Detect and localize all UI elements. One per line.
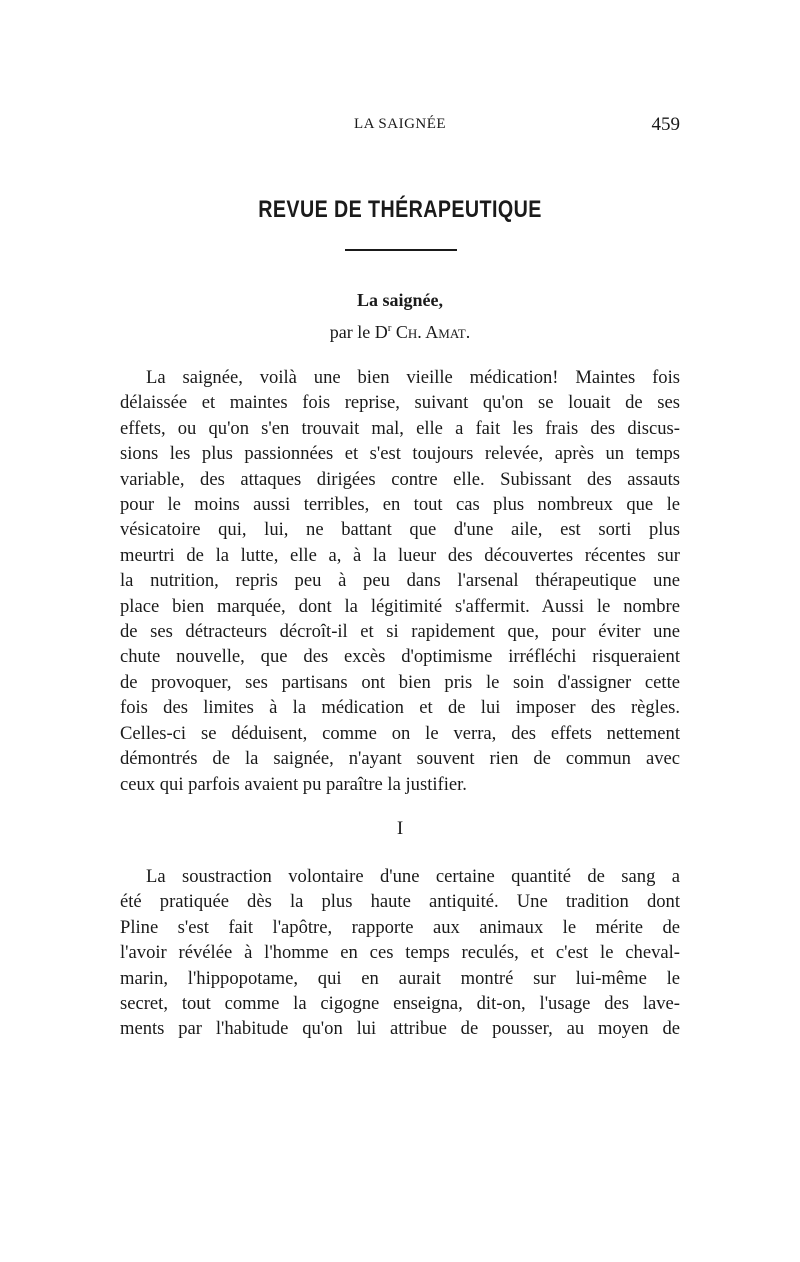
- text-line: de ses détracteurs décroît-il et si rapidement que, pour éviter une: [120, 621, 680, 643]
- running-header: [120, 116, 680, 140]
- running-title: LA SAIGNÉE: [354, 116, 447, 132]
- text-line: place bien marquée, dont la légitimité s'affermit. Aussi le nombre: [120, 595, 680, 617]
- text-line: chute nouvelle, que des excès d'optimisme irréfléchi risqueraient: [120, 646, 680, 668]
- text-line: marin, l'hippopotame, qui en aurait montré sur lui-même le: [120, 967, 680, 989]
- byline-sup: r: [387, 322, 392, 334]
- text-line: démontrés de la saignée, n'ayant souvent rien de commun avec: [120, 748, 680, 770]
- text-line: fois des limites à la médication et de lui imposer des règles.: [120, 697, 680, 719]
- paragraph-2: [120, 864, 680, 1042]
- byline: [120, 322, 680, 343]
- text-line: vésicatoire qui, lui, ne battant que d'une aile, est sorti plus: [120, 519, 680, 541]
- text-line: l'avoir révélée à l'homme en ces temps reculés, et c'est le cheval-: [120, 942, 680, 964]
- section-title: REVUE DE THÉRAPEUTIQUE: [258, 196, 542, 223]
- text-line: Celles-ci se déduisent, comme on le verra, des effets nettement: [120, 722, 680, 744]
- text-line: La saignée, voilà une bien vieille médication! Maintes fois: [146, 367, 680, 388]
- text-line: secret, tout comme la cigogne enseigna, dit-on, l'usage des lave-: [120, 993, 680, 1015]
- paragraph-1: [120, 365, 680, 797]
- text-line: effets, ou qu'on s'en trouvait mal, elle a fait les frais des discus-: [120, 417, 680, 439]
- text-line: Pline s'est fait l'apôtre, rapporte aux animaux le mérite de: [120, 916, 680, 938]
- article-title: La saignée,: [356, 290, 443, 310]
- title-rule: [345, 249, 457, 251]
- text-line: La soustraction volontaire d'une certaine quantité de sang a: [146, 866, 680, 887]
- text-line: été pratiquée dès la plus haute antiquité. Une tradition dont: [120, 891, 680, 913]
- text-line: délaissée et maintes fois reprise, suivant qu'on se louait de ses: [120, 392, 680, 414]
- page-number: 459: [651, 114, 680, 135]
- text-line: meurtri de la lutte, elle a, à la lueur des découvertes récentes sur: [120, 544, 680, 566]
- author-name: Ch. Amat.: [395, 322, 471, 342]
- text-line: sions les plus passionnées et s'est toujours relevée, après un temps: [120, 443, 680, 465]
- text-line: pour le moins aussi terribles, en tout cas plus nombreux que le: [120, 494, 680, 516]
- text-line: la nutrition, repris peu à peu dans l'arsenal thérapeutique une: [120, 570, 680, 592]
- byline-prefix: par le D: [329, 322, 388, 342]
- text-line: variable, des attaques dirigées contre elle. Subissant des assauts: [120, 468, 680, 490]
- text-line: ceux qui parfois avaient pu paraître la justifier.: [120, 773, 467, 795]
- section-number: I: [396, 818, 404, 839]
- text-line: de provoquer, ses partisans ont bien pris le soin d'assigner cette: [120, 671, 680, 693]
- text-line: ments par l'habitude qu'on lui attribue de pousser, au moyen de: [120, 1018, 680, 1040]
